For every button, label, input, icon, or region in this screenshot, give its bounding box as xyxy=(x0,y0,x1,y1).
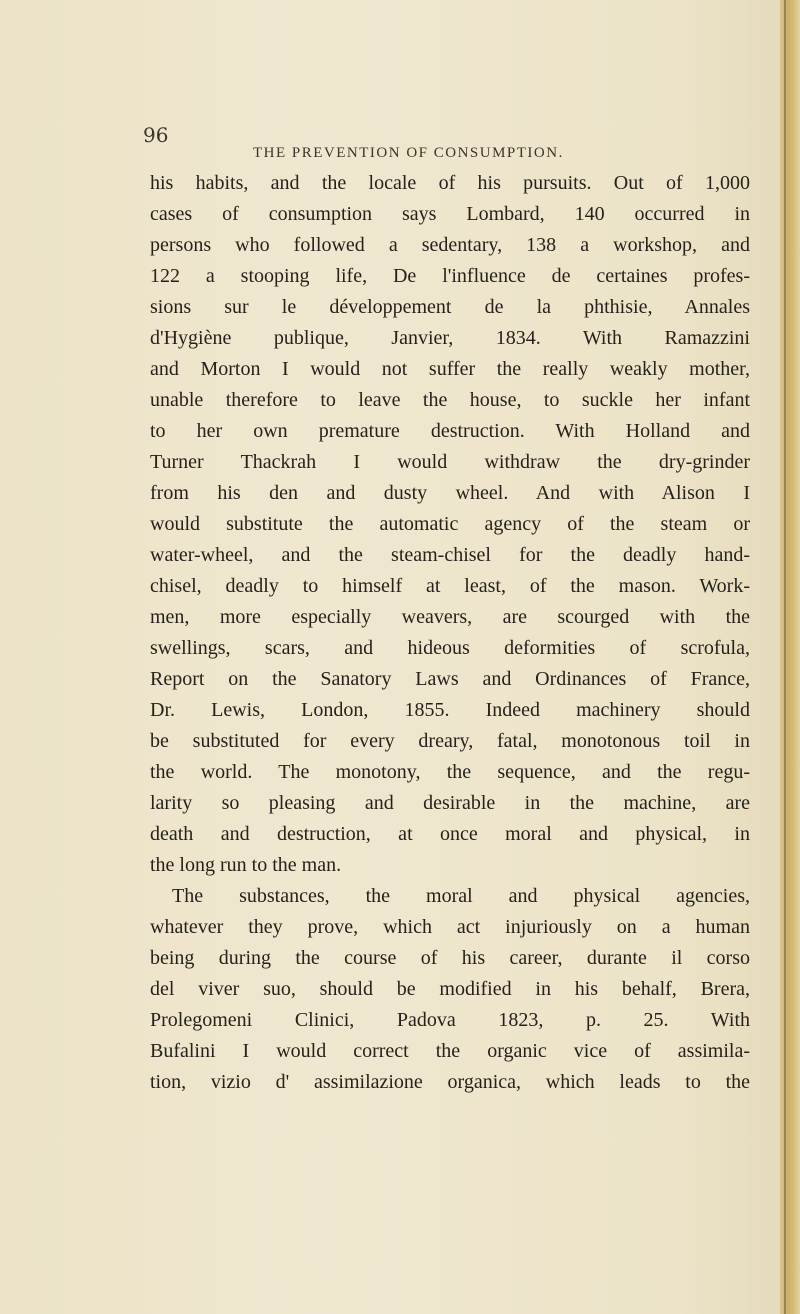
text-line: unable therefore to leave the house, to suckle her infant xyxy=(150,389,750,411)
text-line: tion, vizio d' assimilazione organica, which leads to the xyxy=(150,1071,750,1093)
text-line: death and destruction, at once moral and physical, in xyxy=(150,823,750,845)
text-line: swellings, scars, and hideous deformities of scrofula, xyxy=(150,637,750,659)
text-line: whatever they prove, which act injuriously on a human xyxy=(150,916,750,938)
text-line: Dr. Lewis, London, 1855. Indeed machinery should xyxy=(150,699,750,721)
body-text xyxy=(150,168,750,1098)
page-edge-binding xyxy=(780,0,800,1314)
text-line: to her own premature destruction. With Holland and xyxy=(150,420,750,442)
text-line: chisel, deadly to himself at least, of the mason. Work- xyxy=(150,575,750,597)
text-line: the world. The monotony, the sequence, and the regu- xyxy=(150,761,750,783)
text-line: from his den and dusty wheel. And with Alison I xyxy=(150,482,750,504)
text-line: would substitute the automatic agency of the steam or xyxy=(150,513,750,535)
text-line: persons who followed a sedentary, 138 a workshop, and xyxy=(150,234,750,256)
text-line: sions sur le développement de la phthisie, Annales xyxy=(150,296,750,318)
text-line: 122 a stooping life, De l'influence de certaines profes- xyxy=(150,265,750,287)
text-line: his habits, and the locale of his pursuits. Out of 1,000 xyxy=(150,172,750,194)
text-line: larity so pleasing and desirable in the machine, are xyxy=(150,792,750,814)
text-line: cases of consumption says Lombard, 140 occurred in xyxy=(150,203,750,225)
text-line: water-wheel, and the steam-chisel for the deadly hand- xyxy=(150,544,750,566)
text-line: Report on the Sanatory Laws and Ordinances of France, xyxy=(150,668,750,690)
text-line: d'Hygiène publique, Janvier, 1834. With Ramazzini xyxy=(150,327,750,349)
text-line: Turner Thackrah I would withdraw the dry-grinder xyxy=(150,451,750,473)
text-line: the long run to the man. xyxy=(150,854,342,876)
running-title: THE PREVENTION OF CONSUMPTION. xyxy=(253,145,564,161)
page-edge-line xyxy=(784,0,786,1314)
text-line: del viver suo, should be modified in his behalf, Brera, xyxy=(150,978,750,1000)
text-line: be substituted for every dreary, fatal, monotonous toil in xyxy=(150,730,750,752)
text-line: Prolegomeni Clinici, Padova 1823, p. 25. With xyxy=(150,1009,750,1031)
text-line: The substances, the moral and physical agencies, xyxy=(172,885,750,907)
page-number: 96 xyxy=(143,123,169,147)
running-head xyxy=(143,123,783,169)
text-line: being during the course of his career, durante il corso xyxy=(150,947,750,969)
text-line: and Morton I would not suffer the really weakly mother, xyxy=(150,358,750,380)
text-line: men, more especially weavers, are scourged with the xyxy=(150,606,750,628)
text-line: Bufalini I would correct the organic vice of assimila- xyxy=(150,1040,750,1062)
